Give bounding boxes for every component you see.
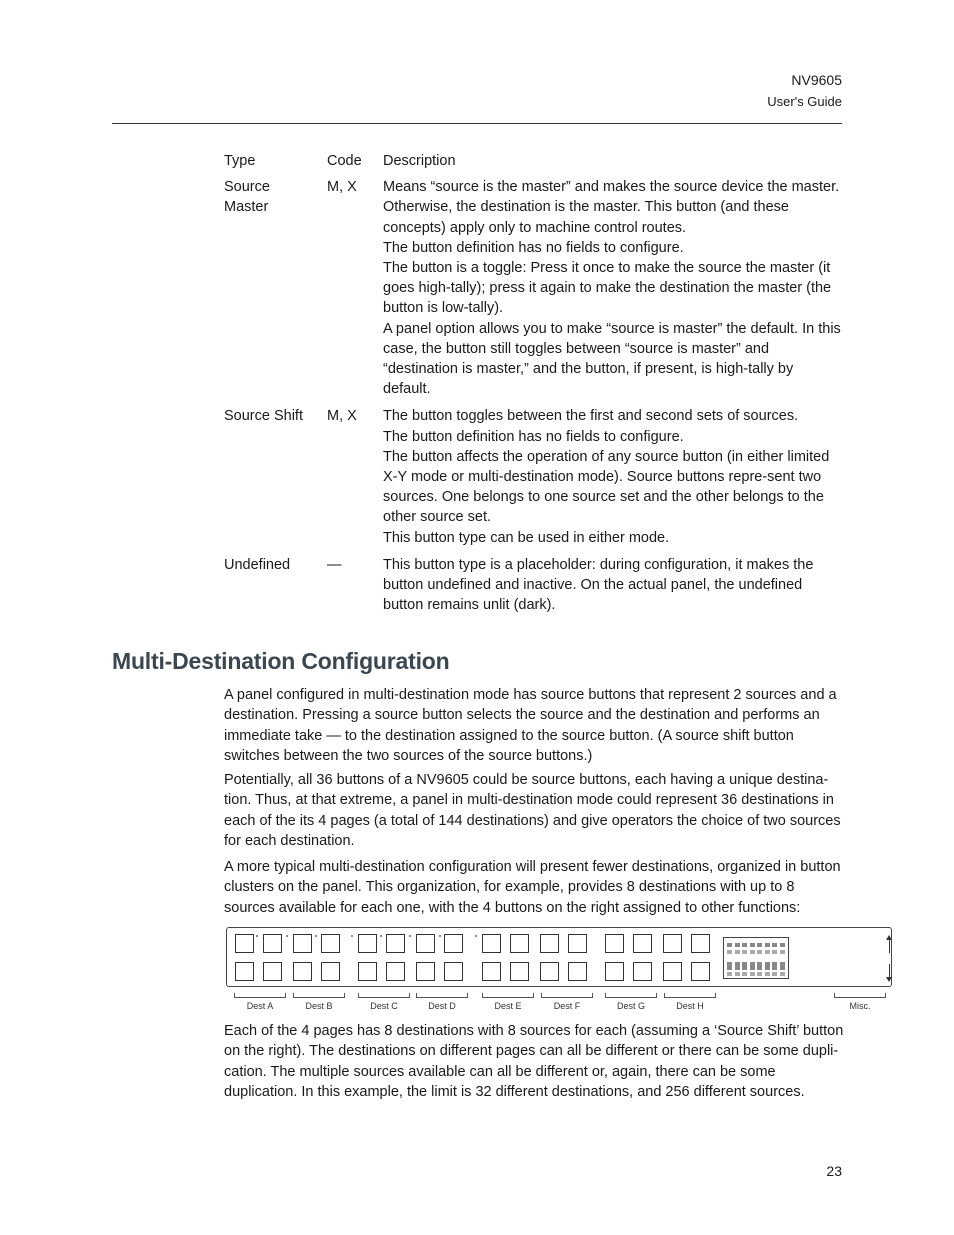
lcd-cell bbox=[780, 943, 785, 947]
lcd-cell bbox=[765, 950, 770, 954]
lcd-cell bbox=[772, 950, 777, 954]
description-line: The button is a toggle: Press it once to make the source the master (it goes high-tally); press it again to make the destination the master (the button is low-tally). bbox=[383, 260, 832, 317]
header-code: Code bbox=[327, 153, 362, 169]
lcd-cell bbox=[765, 972, 770, 976]
lcd-cell bbox=[772, 943, 777, 947]
destination-label: Dest C bbox=[370, 1001, 398, 1011]
panel-button bbox=[444, 962, 463, 981]
panel-button bbox=[605, 934, 624, 953]
panel-button bbox=[663, 934, 682, 953]
lcd-cell bbox=[772, 972, 777, 976]
description-line: The button definition has no fields to configure. bbox=[383, 239, 684, 256]
indicator-dot bbox=[475, 935, 477, 937]
row-type-text: Source Master bbox=[224, 179, 270, 216]
panel-button bbox=[358, 934, 377, 953]
panel-button bbox=[605, 962, 624, 981]
header-description: Description bbox=[383, 153, 456, 169]
row-code: M, X bbox=[327, 179, 357, 196]
paragraph: A panel configured in multi-destination mode has source buttons that represent 2 sources and a destination. Pressing a source button selects the source and the destination and performs an immediate take — to the destination assigned to the source button. (A source shift button switches between the two sources of the source buttons.) bbox=[224, 687, 837, 764]
panel-button bbox=[633, 934, 652, 953]
table-header-row bbox=[224, 151, 844, 177]
panel-button bbox=[633, 962, 652, 981]
lcd-cell bbox=[757, 962, 762, 970]
lcd-cell bbox=[735, 972, 740, 976]
arrow-down-head-icon bbox=[886, 977, 892, 982]
indicator-dot bbox=[351, 935, 353, 937]
destination-brace bbox=[664, 993, 716, 998]
destination-label: Dest D bbox=[428, 1001, 456, 1011]
arrow-up-head-icon bbox=[886, 935, 892, 940]
destination-brace bbox=[605, 993, 657, 998]
panel-button bbox=[691, 962, 710, 981]
product-name: NV9605 bbox=[791, 72, 842, 88]
guide-name: User's Guide bbox=[767, 94, 842, 109]
panel-button bbox=[263, 934, 282, 953]
lcd-cell bbox=[780, 950, 785, 954]
panel-button bbox=[540, 934, 559, 953]
destination-label: Dest G bbox=[616, 1001, 645, 1011]
lcd-cell bbox=[757, 943, 762, 947]
arrow-up-icon bbox=[889, 939, 890, 953]
indicator-dot bbox=[409, 935, 411, 937]
panel-button bbox=[293, 962, 312, 981]
row-description bbox=[383, 555, 844, 623]
header-type: Type bbox=[224, 153, 256, 169]
destination-brace bbox=[234, 993, 286, 998]
paragraph: Each of the 4 pages has 8 destinations with 8 sources for each (assuming a ‘Source Shift’ button on the right). The destinations on different pages can all be different or there can be some dupli-cation. The multiple sources available can all be different or, again, there can be some duplication. In this example, the limit is 32 different destinations, and 256 different sources. bbox=[224, 1023, 844, 1100]
lcd-cell bbox=[765, 943, 770, 947]
lcd-display bbox=[723, 937, 789, 979]
panel-button bbox=[263, 962, 282, 981]
destination-brace bbox=[834, 993, 886, 998]
lcd-cell bbox=[735, 943, 740, 947]
arrow-down-icon bbox=[889, 964, 890, 978]
panel-button bbox=[444, 934, 463, 953]
row-type: Source Shift bbox=[224, 408, 303, 425]
lcd-cell bbox=[750, 972, 755, 976]
destination-label: Dest H bbox=[676, 1001, 704, 1011]
lcd-cell bbox=[727, 943, 732, 947]
lcd-cell bbox=[750, 962, 755, 970]
panel-button bbox=[416, 934, 435, 953]
table-row bbox=[224, 555, 844, 623]
panel-button bbox=[482, 962, 501, 981]
panel-button bbox=[235, 934, 254, 953]
lcd-cell bbox=[742, 972, 747, 976]
description-line: This button type can be used in either mode. bbox=[383, 529, 670, 546]
destination-brace bbox=[358, 993, 410, 998]
lcd-cell bbox=[780, 962, 785, 970]
row-type bbox=[224, 177, 327, 406]
description-line: This button type is a placeholder: during configuration, it makes the button undefined and inactive. On the actual panel, the undefined button remains unlit (dark). bbox=[383, 556, 814, 614]
destination-brace bbox=[416, 993, 468, 998]
lcd-cell bbox=[750, 950, 755, 954]
lcd-cell bbox=[750, 943, 755, 947]
row-type: Undefined bbox=[224, 556, 291, 573]
page-number: 23 bbox=[826, 1163, 842, 1179]
description-line: The button affects the operation of any source button (in either limited X-Y mode or multi-destination mode). Source buttons repre-sent two sources. One belongs to one source set and the other belongs to the other source set. bbox=[383, 448, 830, 526]
panel-button bbox=[293, 934, 312, 953]
panel-button bbox=[691, 934, 710, 953]
panel-button bbox=[663, 962, 682, 981]
panel-button bbox=[482, 934, 501, 953]
lcd-cell bbox=[735, 962, 740, 970]
section-title: Multi-Destination Configuration bbox=[112, 648, 450, 674]
destination-brace bbox=[293, 993, 345, 998]
lcd-cell bbox=[727, 962, 732, 970]
panel-button bbox=[321, 962, 340, 981]
lcd-cell bbox=[757, 950, 762, 954]
panel-button bbox=[386, 962, 405, 981]
description-line: Means “source is the master” and makes the source device the master. Otherwise, the destination is the master. This button (and these concepts) apply only to machine control routes. bbox=[383, 179, 840, 236]
indicator-dot bbox=[380, 935, 382, 937]
panel-button bbox=[568, 934, 587, 953]
indicator-dot bbox=[315, 935, 317, 937]
lcd-cell bbox=[742, 943, 747, 947]
lcd-cell bbox=[727, 950, 732, 954]
header-rule bbox=[112, 123, 842, 124]
lcd-cell bbox=[757, 972, 762, 976]
paragraph: A more typical multi-destination configuration will present fewer destinations, organized in button clusters on the panel. This organization, for example, provides 8 destinations with up to 8 sources available for each one, with the 4 buttons on the right assigned to other functions: bbox=[224, 859, 841, 916]
panel-button bbox=[358, 962, 377, 981]
panel-button bbox=[321, 934, 340, 953]
description-line: The button toggles between the first and second sets of sources. bbox=[383, 408, 799, 425]
panel-button bbox=[510, 934, 529, 953]
destination-label: Misc. bbox=[849, 1001, 871, 1011]
lcd-cell bbox=[742, 962, 747, 970]
destination-brace bbox=[541, 993, 593, 998]
row-code: — bbox=[327, 556, 342, 573]
table-row bbox=[224, 177, 844, 406]
table-row bbox=[224, 406, 844, 554]
paragraph: Potentially, all 36 buttons of a NV9605 could be source buttons, each having a unique destina-tion. Thus, at that extreme, a panel in multi-destination mode could represent 36 destinations in each of the its 4 pages (a total of 144 destinations) and give operators the choice of two sources for each destination. bbox=[224, 772, 841, 849]
indicator-dot bbox=[439, 935, 441, 937]
page-header bbox=[767, 70, 842, 112]
indicator-dot bbox=[256, 935, 258, 937]
panel-button bbox=[510, 962, 529, 981]
panel-button bbox=[568, 962, 587, 981]
description-line: A panel option allows you to make “source is master” the default. In this case, the button still toggles between “source is master” and “destination is master,” and the button, if present, is high-tally by default. bbox=[383, 320, 841, 398]
lcd-cell bbox=[765, 962, 770, 970]
row-description bbox=[383, 406, 844, 554]
panel-button bbox=[416, 962, 435, 981]
lcd-cell bbox=[735, 950, 740, 954]
destination-label: Dest E bbox=[494, 1001, 522, 1011]
destination-label: Dest A bbox=[246, 1001, 274, 1011]
lcd-cell bbox=[742, 950, 747, 954]
lcd-cell bbox=[772, 962, 777, 970]
indicator-dot bbox=[286, 935, 288, 937]
lcd-cell bbox=[727, 972, 732, 976]
destination-label: Dest B bbox=[305, 1001, 333, 1011]
panel-button bbox=[235, 962, 254, 981]
lcd-cell bbox=[780, 972, 785, 976]
destination-label: Dest F bbox=[553, 1001, 581, 1011]
row-description bbox=[383, 177, 844, 406]
button-type-table bbox=[224, 151, 844, 622]
destination-brace bbox=[482, 993, 534, 998]
panel-button bbox=[386, 934, 405, 953]
panel-diagram bbox=[226, 927, 892, 987]
description-line: The button definition has no fields to configure. bbox=[383, 428, 684, 445]
panel-button bbox=[540, 962, 559, 981]
row-code: M, X bbox=[327, 408, 357, 425]
